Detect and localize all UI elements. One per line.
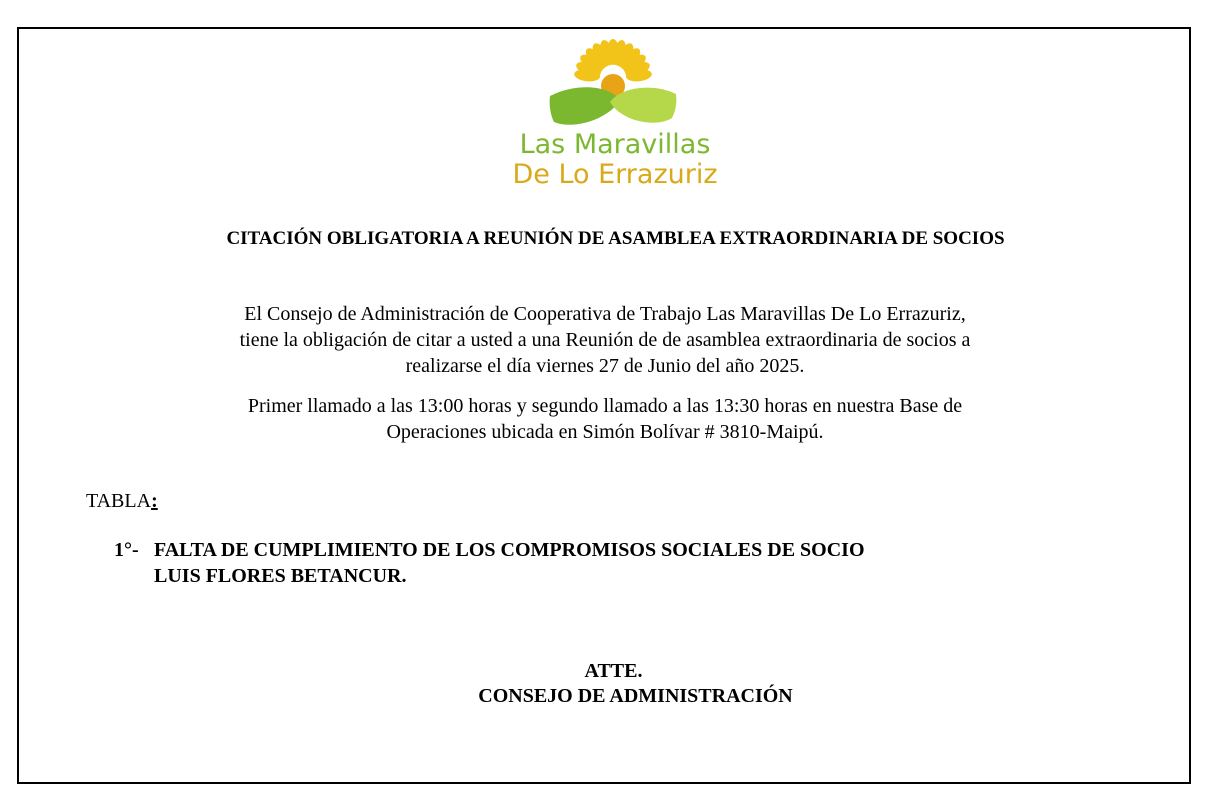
- convocation-line-3: realizarse el día viernes 27 de Junio del año 2025.: [405, 355, 805, 377]
- agenda-item-line-1: FALTA DE CUMPLIMIENTO DE LOS COMPROMISOS SOCIALES DE SOCIO: [154, 539, 865, 561]
- schedule-line-2: Operaciones ubicada en Simón Bolívar # 3810-Maipú.: [386, 421, 824, 443]
- logo-text-line2: De Lo Errazuriz: [512, 159, 718, 190]
- agenda-heading: [86, 488, 158, 514]
- document-title: CITACIÓN OBLIGATORIA A REUNIÓN DE ASAMBLEA EXTRAORDINARIA DE SOCIOS: [226, 228, 1005, 249]
- cooperative-logo: [480, 38, 750, 188]
- schedule-paragraph: [40, 393, 1170, 445]
- convocation-line-2: tiene la obligación de citar a usted a una Reunión de de asamblea extraordinaria de socios a: [239, 329, 971, 351]
- agenda-heading-colon: :: [151, 490, 158, 512]
- agenda-item-line-2: LUIS FLORES BETANCUR.: [154, 565, 407, 587]
- agenda-heading-label: TABLA: [86, 490, 152, 512]
- agenda-item: [114, 537, 865, 589]
- convocation-paragraph: [40, 301, 1170, 379]
- signature-council: CONSEJO DE ADMINISTRACIÓN: [478, 685, 793, 707]
- sun-leaves-logo-icon: [548, 38, 678, 130]
- signature-closing: ATTE.: [584, 660, 643, 682]
- convocation-line-1: El Consejo de Administración de Cooperativa de Trabajo Las Maravillas De Lo Errazuriz,: [244, 303, 966, 325]
- schedule-line-1: Primer llamado a las 13:00 horas y segundo llamado a las 13:30 horas en nuestra Base de: [247, 395, 963, 417]
- logo-text-line1: Las Maravillas: [519, 129, 711, 160]
- agenda-item-number: 1°-: [114, 539, 139, 561]
